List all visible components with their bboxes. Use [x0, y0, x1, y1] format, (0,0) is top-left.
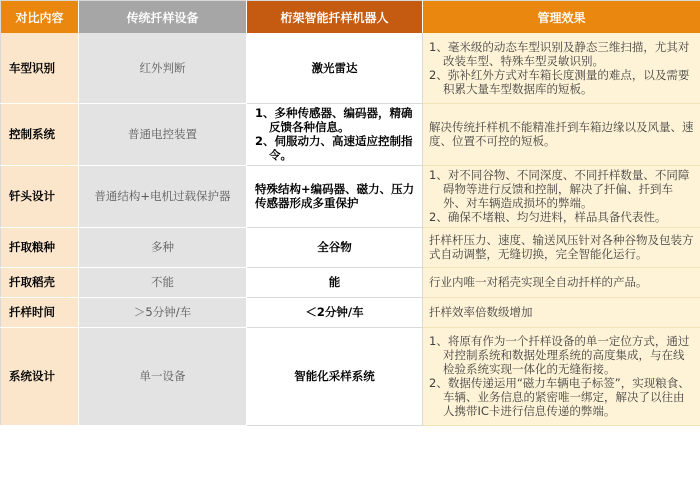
table-row [1, 297, 700, 327]
effect-line: 行业内唯一对稻壳实现全自动扦样的产品。 [429, 275, 648, 289]
row-label: 控制系统 [1, 103, 79, 165]
table-row [1, 267, 700, 297]
effect-line: 解决传统扦样机不能精准扦到车箱边缘以及风量、速度、位置不可控的短板。 [429, 120, 694, 148]
effect-line: 2、数据传递运用“磁力车辆电子标签”，实现粮食、车辆、业务信息的紧密唯一绑定，解决了以往由人携带IC卡进行信息传递的弊端。 [429, 376, 690, 418]
table-row [1, 33, 700, 103]
header-cell: 桁架智能扦样机器人 [247, 1, 423, 34]
table-row [1, 165, 700, 227]
traditional-cell: 普通结构+电机过载保护器 [79, 165, 247, 227]
traditional-cell: 多种 [79, 227, 247, 267]
robot-cell [247, 227, 423, 267]
effect-line: 1、毫米级的动态车型识别及静态三维扫描，尤其对改装车型、特殊车型灵敏识别。 [429, 39, 690, 68]
table-row [1, 327, 700, 425]
effect-line: 1、将原有作为一个扦样设备的单一定位方式，通过对控制系统和数据处理系统的高度集成，与在线检验系统实现一体化的无缝衔接。 [429, 334, 690, 376]
robot-cell [247, 267, 423, 297]
row-label: 系统设计 [1, 327, 79, 425]
robot-cell [247, 103, 423, 165]
robot-line: 1、多种传感器、编码器，精确反馈各种信息。 [255, 106, 413, 134]
effect-cell [423, 327, 700, 425]
header-cell: 传统扦样设备 [79, 1, 247, 34]
traditional-cell: ＞5分钟/车 [79, 297, 247, 327]
effect-line: 扦样杆压力、速度、输送风压针对各种谷物及包装方式自动调整，无缝切换，完全智能化运行。 [429, 233, 694, 261]
effect-cell [423, 297, 700, 327]
row-label: 车型识别 [1, 33, 79, 103]
robot-line: 2、伺服动力、高速适应控制指令。 [255, 134, 413, 162]
effect-cell [423, 103, 700, 165]
robot-cell [247, 327, 423, 425]
robot-line: 全谷物 [317, 240, 352, 254]
row-label: 扦取稻壳 [1, 267, 79, 297]
row-label: 钎头设计 [1, 165, 79, 227]
table-row [1, 227, 700, 267]
effect-line: 扦样效率倍数级增加 [429, 305, 533, 319]
effect-cell [423, 165, 700, 227]
robot-cell [247, 165, 423, 227]
traditional-cell: 单一设备 [79, 327, 247, 425]
effect-cell [423, 267, 700, 297]
traditional-cell: 红外判断 [79, 33, 247, 103]
row-label: 扦取粮种 [1, 227, 79, 267]
header-row [1, 1, 700, 34]
header-cell: 管理效果 [423, 1, 700, 34]
robot-line: 特殊结构+编码器、磁力、压力传感器形成多重保护 [255, 182, 415, 210]
effect-line: 2、弥补红外方式对车箱长度测量的难点，以及需要积累大量车型数据库的短板。 [429, 67, 690, 96]
table-row [1, 103, 700, 165]
traditional-cell: 普通电控装置 [79, 103, 247, 165]
robot-line: 能 [328, 275, 341, 289]
effect-cell [423, 227, 700, 267]
robot-cell [247, 297, 423, 327]
effect-cell [423, 33, 700, 103]
header-cell: 对比内容 [1, 1, 79, 34]
robot-line: ＜2分钟/车 [305, 305, 364, 319]
robot-cell [247, 33, 423, 103]
robot-line: 激光雷达 [311, 60, 358, 75]
effect-line: 1、对不同谷物、不同深度、不同扦样数量、不同障碍物等进行反馈和控制，解决了扦偏、扦到车外、对车辆造成损坏的弊端。 [429, 168, 690, 210]
traditional-cell: 不能 [79, 267, 247, 297]
robot-line: 智能化采样系统 [294, 369, 375, 383]
row-label: 扦样时间 [1, 297, 79, 327]
effect-line: 2、确保不堵粮、均匀进料，样品具备代表性。 [429, 210, 667, 224]
